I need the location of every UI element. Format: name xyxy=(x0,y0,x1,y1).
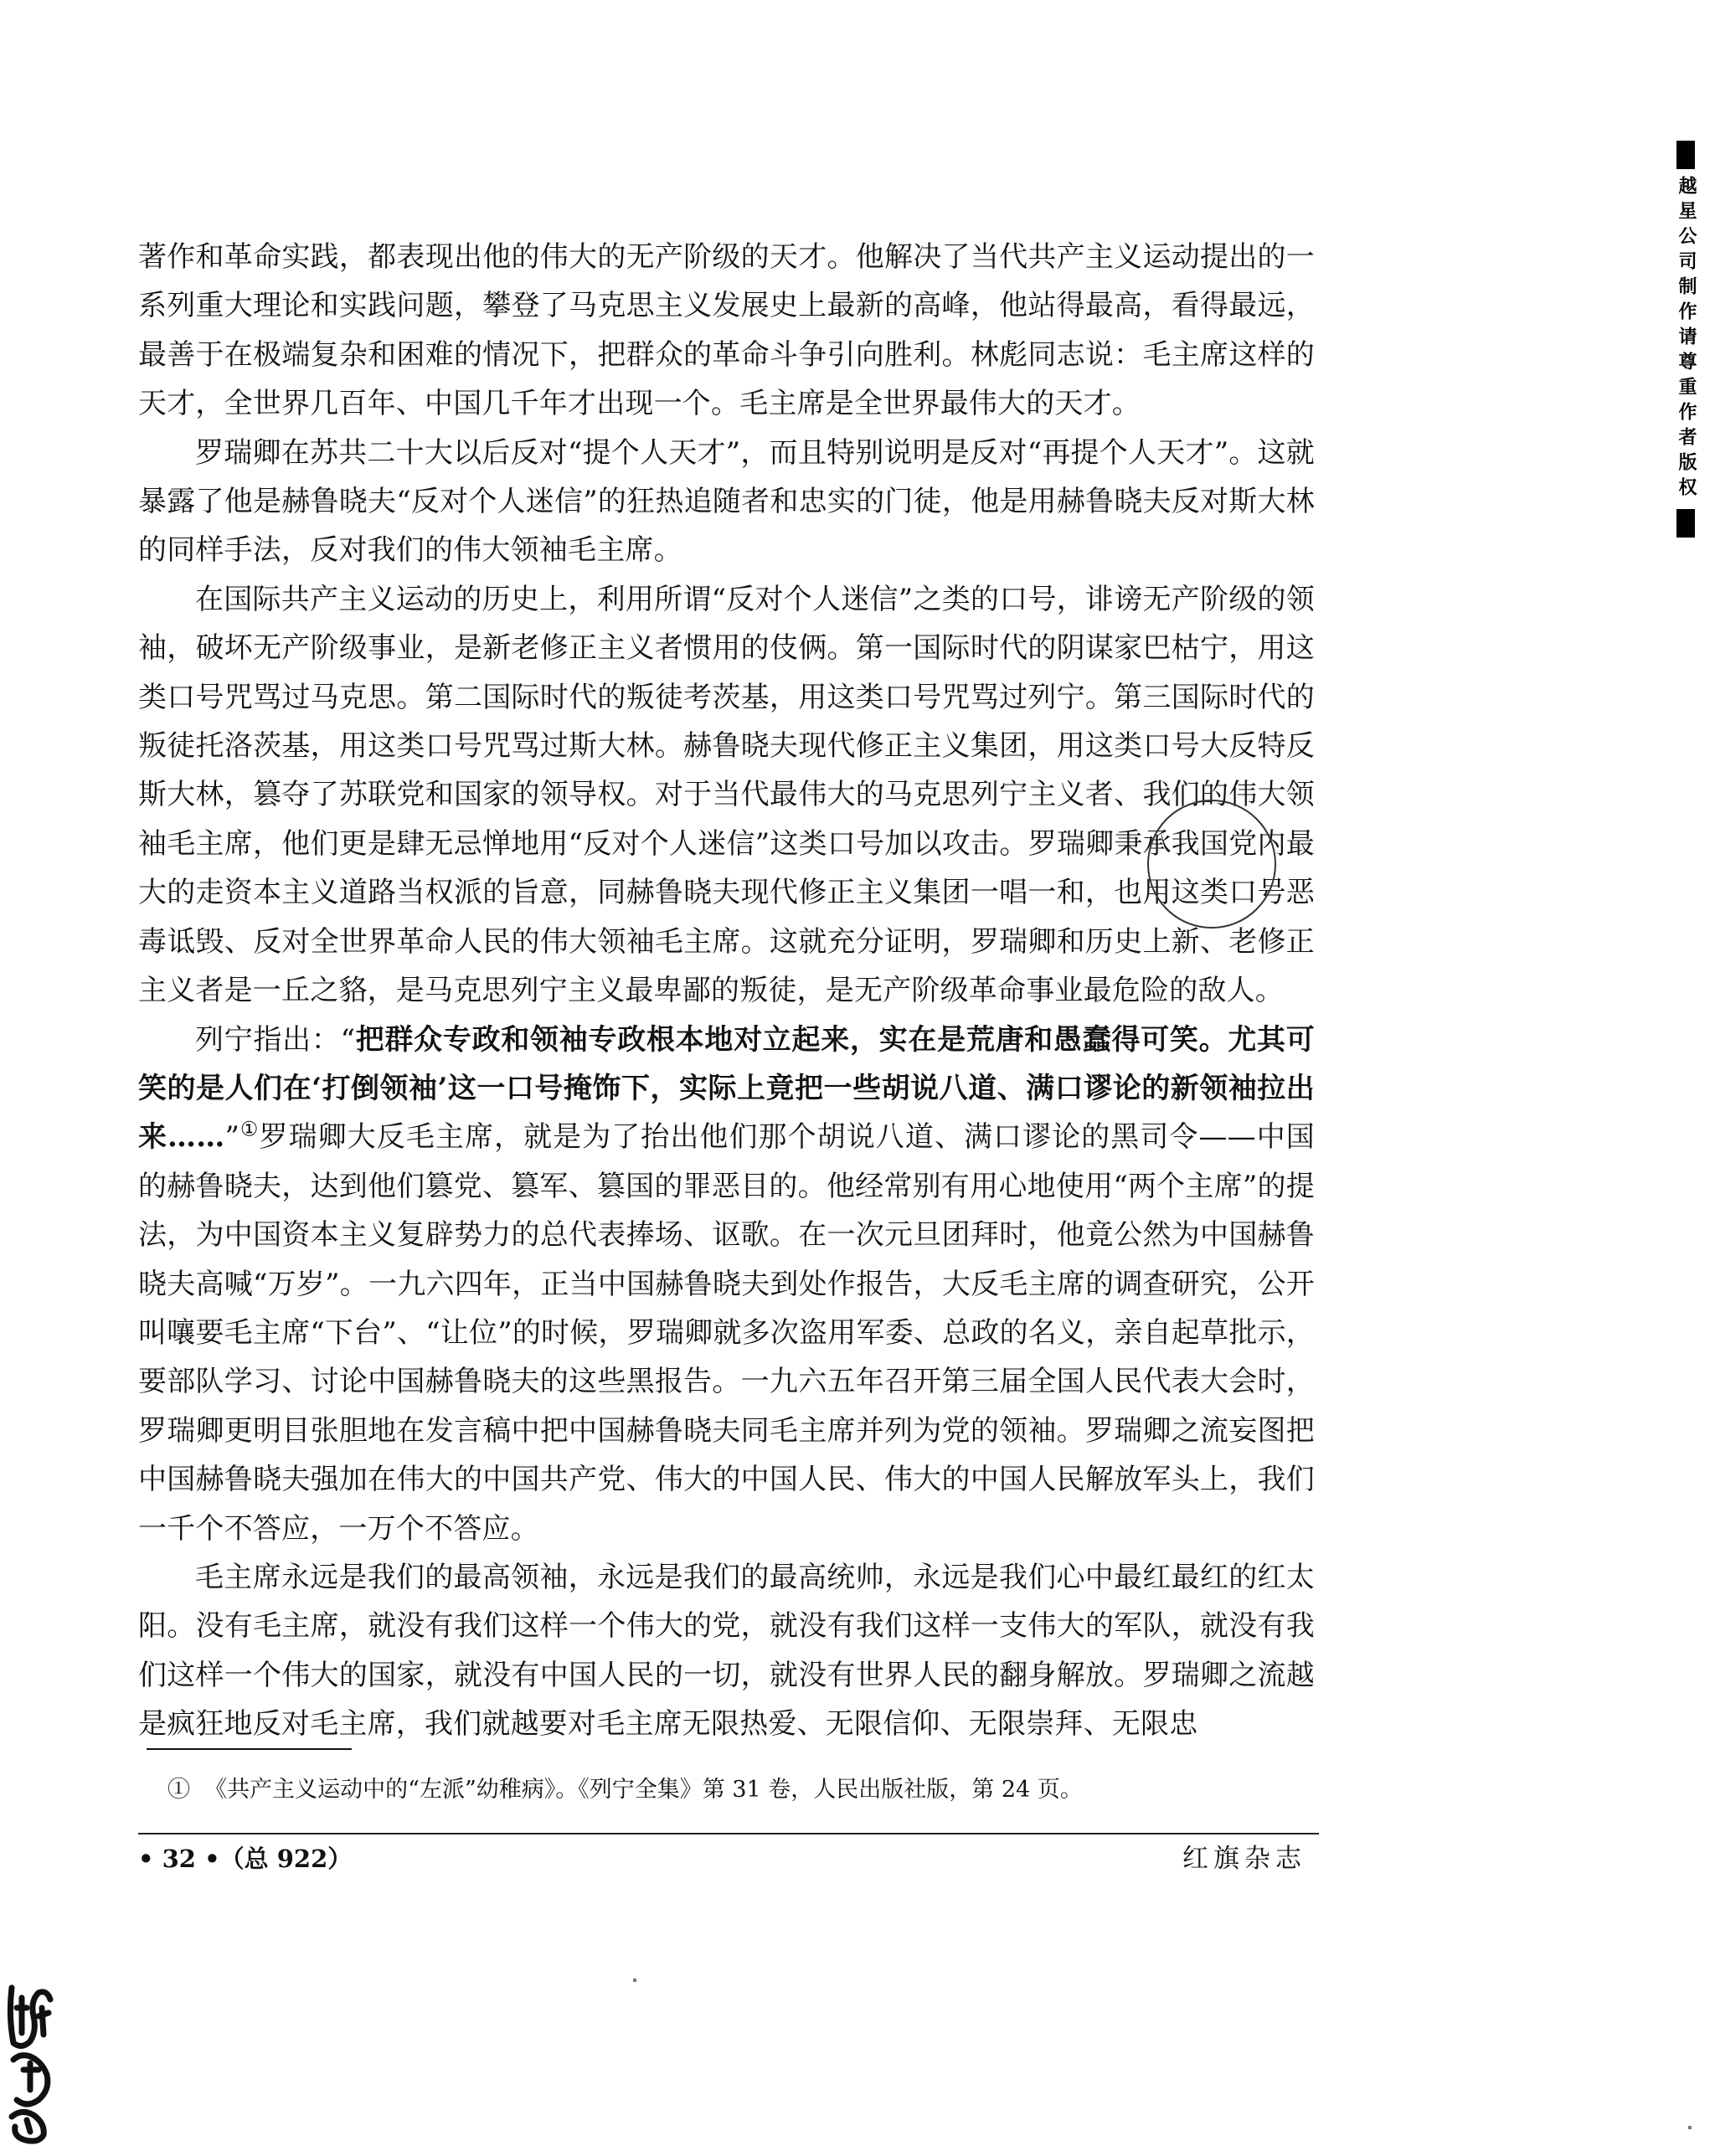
page-number: • 32 •（总 922） xyxy=(138,1845,353,1873)
paragraph-4 xyxy=(138,1016,1315,1553)
footnote-text: 《共产主义运动中的“左派”幼稚病》。《列宁全集》第 31 卷，人民出版社版，第 24 页。 xyxy=(204,1777,1083,1803)
footnote-divider xyxy=(147,1748,352,1750)
paragraph-2: 罗瑞卿在苏共二十大以后反对“提个人天才”，而且特别说明是反对“再提个人天才”。这就暴露了他是赫鲁晓夫“反对个人迷信”的狂热追随者和忠实的门徒，他是用赫鲁晓夫反对斯大林的同样手法，反对我们的伟大领袖毛主席。 xyxy=(138,435,1315,568)
scan-speck xyxy=(1688,2126,1692,2129)
quote-close: ” xyxy=(224,1120,240,1155)
paragraph-4-rest: 罗瑞卿大反毛主席，就是为了抬出他们那个胡说八道、满口谬论的黑司令——中国的赫鲁晓夫，达到他们篡党、篡军、篡国的罪恶目的。他经常别有用心地使用“两个主席”的提法，为中国资本主义复辟势力的总代表捧场、讴歌。在一次元旦团拜时，他竟公然为中国赫鲁晓夫高喊“万岁”。一九六四年，正当中国赫鲁晓夫到处作报告，大反毛主席的调查研究，公开叫嚷要毛主席“下台”、“让位”的时候，罗瑞卿就多次盗用军委、总政的名义，亲自起草批示，要部队学习、讨论中国赫鲁晓夫的这些黑报告。一九六五年召开第三届全国人民代表大会时，罗瑞卿更明目张胆地在发言稿中把中国赫鲁晓夫同毛主席并列为党的领袖。罗瑞卿之流妄图把中国赫鲁晓夫强加在伟大的中国共产党、伟大的中国人民、伟大的中国人民解放军头上，我们一千个不答应，一万个不答应。 xyxy=(138,1120,1316,1546)
lenin-quote: 把群众专政和领袖专政根本地对立起来，实在是荒唐和愚蠢得可笑。尤其可笑的是人们在‘打倒领袖’这一口号掩饰下，实际上竟把一些胡说八道、满口谬论的新领袖拉出来…… xyxy=(138,1022,1315,1155)
seal-stamp-icon xyxy=(5,1983,55,2146)
copyright-notice-text: 越星公司制作请尊重作者版权 xyxy=(1676,176,1697,502)
article-body xyxy=(138,233,1315,1749)
notice-bar-bottom xyxy=(1676,509,1695,538)
notice-bar-top xyxy=(1676,141,1695,169)
paragraph-1: 著作和革命实践，都表现出他的伟大的无产阶级的天才。他解决了当代共产主义运动提出的一系列重大理论和实践问题，攀登了马克思主义发展史上最新的高峰，他站得最高，看得最远，最善于在极端复杂和困难的情况下，把群众的革命斗争引向胜利。林彪同志说：毛主席这样的天才，全世界几百年、中国几千年才出现一个。毛主席是全世界最伟大的天才。 xyxy=(138,240,1315,421)
footnote-mark: ① xyxy=(167,1777,190,1803)
pen-circle-mark xyxy=(1147,800,1276,929)
paragraph-5: 毛主席永远是我们的最高领袖，永远是我们的最高统帅，永远是我们心中最红最红的红太阳。没有毛主席，就没有我们这样一个伟大的党，就没有我们这样一支伟大的军队，就没有我们这样一个伟大的国家，就没有中国人民的一切，就没有世界人民的翻身解放。罗瑞卿之流越是疯狂地反对毛主席，我们就越要对毛主席无限热爱、无限信仰、无限崇拜、无限忠 xyxy=(138,1560,1315,1742)
footnote xyxy=(167,1773,1306,1807)
footnote-reference[interactable]: ① xyxy=(239,1117,260,1141)
journal-name: 红旗杂志 xyxy=(1182,1844,1306,1874)
scan-speck xyxy=(633,1978,636,1982)
side-copyright-notice xyxy=(1669,141,1702,538)
quote-intro: 列宁指出：“ xyxy=(195,1022,356,1057)
footer-divider xyxy=(138,1833,1319,1834)
paragraph-3: 在国际共产主义运动的历史上，利用所谓“反对个人迷信”之类的口号，诽谤无产阶级的领袖，破坏无产阶级事业，是新老修正主义者惯用的伎俩。第一国际时代的阴谋家巴枯宁，用这类口号咒骂过马克思。第二国际时代的叛徒考茨基，用这类口号咒骂过列宁。第三国际时代的叛徒托洛茨基，用这类口号咒骂过斯大林。赫鲁晓夫现代修正主义集团，用这类口号大反特反斯大林，篡夺了苏联党和国家的领导权。对于当代最伟大的马克思列宁主义者、我们的伟大领袖毛主席，他们更是肆无忌惮地用“反对个人迷信”这类口号加以攻击。罗瑞卿秉承我国党内最大的走资本主义道路当权派的旨意，同赫鲁晓夫现代修正主义集团一唱一和，也用这类口号恶毒诋毁、反对全世界革命人民的伟大领袖毛主席。这就充分证明，罗瑞卿和历史上新、老修正主义者是一丘之貉，是马克思列宁主义最卑鄙的叛徒，是无产阶级革命事业最危险的敌人。 xyxy=(138,582,1315,1008)
